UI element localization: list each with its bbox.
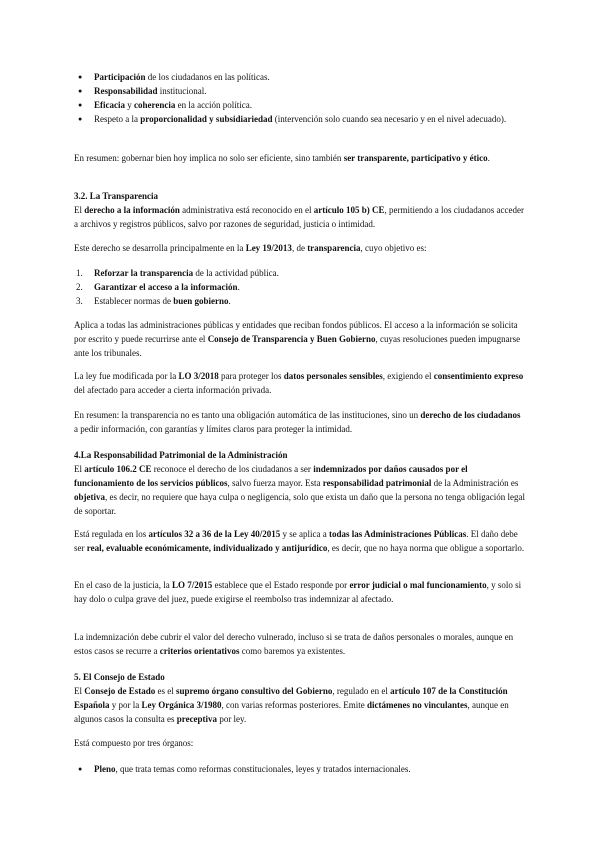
paragraph: En resumen: la transparencia no es tanto una obligación automática de las instituciones, sino un derecho de los ciudadanos a pedir información, con garantías y límites claros para proteger la intimidad. bbox=[74, 410, 521, 434]
section-responsibility bbox=[74, 448, 526, 518]
list-item: ● Pleno, que trata temas como reformas constitucionales, leyes y tratados internacionales. bbox=[74, 762, 526, 776]
paragraph: Está compuesto por tres órganos: bbox=[74, 738, 194, 748]
organs-list bbox=[74, 762, 526, 776]
section-council-of-state bbox=[74, 670, 526, 726]
section-heading: 3.2. La Transparencia bbox=[74, 191, 159, 201]
paragraph: La ley fue modificada por la LO 3/2018 para proteger los datos personales sensibles, exigiendo el consentimiento expreso del afectado para acceder a cierta información privada. bbox=[74, 371, 524, 395]
paragraph: La indemnización debe cubrir el valor del derecho vulnerado, incluso si se trata de daños personales o morales, aunque en estos casos se recurre a criterios orientativos como baremos ya existentes. bbox=[74, 632, 514, 656]
objectives-list bbox=[74, 266, 526, 308]
list-item: 1. Reforzar la transparencia de la actividad pública. bbox=[76, 268, 279, 278]
list-item: ● Participación de los ciudadanos en las políticas. bbox=[74, 70, 526, 84]
section-transparency bbox=[74, 189, 526, 231]
list-item: ● Responsabilidad institucional. bbox=[74, 84, 526, 98]
principles-list bbox=[74, 70, 526, 126]
section-heading: 5. El Consejo de Estado bbox=[74, 672, 165, 682]
paragraph: Este derecho se desarrolla principalmente en la Ley 19/2013, de transparencia, cuyo objetivo es: bbox=[74, 243, 427, 253]
list-item: 2. Garantizar el acceso a la información. bbox=[76, 282, 240, 292]
paragraph: En el caso de la justicia, la LO 7/2015 establece que el Estado responde por error judicial o mal funcionamiento, y solo si hay dolo o culpa grave del juez, puede exigirse el reembolso tras indemnizar al afectado. bbox=[74, 580, 522, 604]
paragraph: Está regulada en los artículos 32 a 36 de la Ley 40/2015 y se aplica a todas las Administraciones Públicas. El daño debe ser real, evaluable económicamente, individualizado y antijurídico, es decir, que no haya norma que obligue a soportarlo. bbox=[74, 529, 525, 553]
paragraph: El artículo 106.2 CE reconoce el derecho de los ciudadanos a ser indemnizados por daños causados por el funcionamiento de los servicios públicos, salvo fuerza mayor. Esta responsabilidad patrimonial de la Administración es objetiva, es decir, no requiere que haya culpa o negligencia, solo que exista un daño que la persona no tenga obligación legal de soportar. bbox=[74, 464, 525, 516]
list-item: 3. Establecer normas de buen gobierno. bbox=[76, 296, 231, 306]
list-item: ● Eficacia y coherencia en la acción política. bbox=[74, 98, 526, 112]
list-item: ● Respeto a la proporcionalidad y subsidiariedad (intervención solo cuando sea necesario y en el nivel adecuado). bbox=[74, 112, 526, 126]
paragraph: El derecho a la información administrativa está reconocido en el artículo 105 b) CE, permitiendo a los ciudadanos acceder a archivos y registros públicos, salvo por razones de seguridad, justicia o intimidad. bbox=[74, 205, 524, 229]
summary-paragraph: En resumen: gobernar bien hoy implica no solo ser eficiente, sino también ser transparente, participativo y ético. bbox=[74, 153, 490, 163]
paragraph: Aplica a todas las administraciones públicas y entidades que reciban fondos públicos. El acceso a la información se solicita por escrito y puede recurrirse ante el Consejo de Transparencia y Buen Gobierno, cuyas resoluciones pueden impugnarse ante los tribunales. bbox=[74, 320, 521, 358]
paragraph: El Consejo de Estado es el supremo órgano consultivo del Gobierno, regulado en el artículo 107 de la Constitución Española y por la Ley Orgánica 3/1980, con varias reformas posteriores. Emite dictámenes no vinculantes, aunque en algunos casos la consulta es preceptiva por ley. bbox=[74, 686, 509, 724]
section-heading: 4.La Responsabilidad Patrimonial de la Administración bbox=[74, 450, 288, 460]
